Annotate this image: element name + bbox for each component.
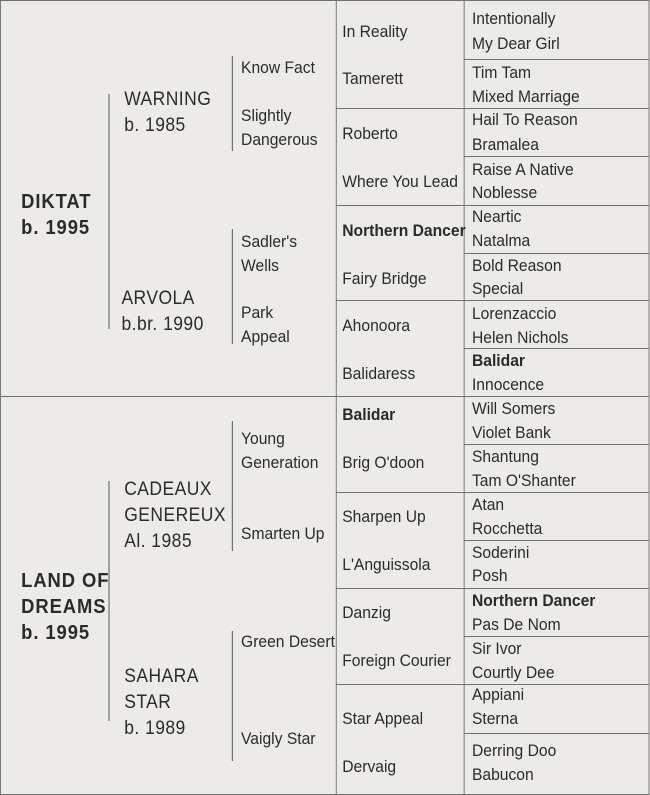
dam-dam-line2: STAR [124, 692, 172, 713]
gen5-name: Raise A Native [471, 160, 574, 179]
bracket-line [109, 481, 110, 721]
gen5-name: Appiani [471, 685, 525, 704]
gen4-name: Star Appeal [342, 709, 424, 728]
gen4-name: Northern Dancer [342, 221, 466, 240]
sire-dam-born: b.br. 1990 [121, 314, 204, 335]
gen3-sadlers-wells: Wells [241, 256, 279, 275]
gen5-name: Natalma [471, 231, 531, 250]
gen5-name: Neartic [471, 207, 522, 226]
gen5-divider [464, 733, 649, 734]
dam-name-line2: DREAMS [21, 596, 107, 618]
gen5-name: Special [471, 279, 524, 298]
sire-dam-name: ARVOLA [121, 288, 195, 309]
bracket-line [109, 94, 110, 329]
gen5-name: Posh [471, 566, 508, 585]
gen5-name: Hail To Reason [471, 110, 578, 129]
gen4-name: Where You Lead [342, 172, 458, 191]
gen5-name: Intentionally [471, 9, 556, 28]
gen5-name: Shantung [471, 447, 539, 466]
bracket-line [232, 631, 233, 761]
column-divider-gen4 [336, 1, 337, 794]
dam-dam-born: b. 1989 [124, 718, 186, 739]
gen5-name: Violet Bank [471, 423, 551, 442]
dam-born: b. 1995 [21, 622, 91, 644]
gen5-name: Lorenzaccio [471, 304, 557, 323]
gen5-name: Pas De Nom [471, 615, 561, 634]
bracket-line [232, 56, 233, 151]
gen5-name: Babucon [471, 765, 534, 784]
gen3-park-appeal: Park [241, 303, 274, 322]
gen3-young-generation: Young [241, 429, 285, 448]
sire-sire-born: b. 1985 [124, 115, 186, 136]
gen5-name: Northern Dancer [471, 591, 596, 610]
gen5-name: Derring Doo [471, 741, 557, 760]
gen3-slightly-dangerous: Slightly [241, 106, 292, 125]
gen4-name: In Reality [342, 22, 408, 41]
gen3-know-fact: Know Fact [241, 58, 315, 77]
gen4-name: Fairy Bridge [342, 269, 427, 288]
gen5-name: Mixed Marriage [471, 87, 580, 106]
sire-born: b. 1995 [21, 217, 91, 239]
gen4-name: Tamerett [342, 69, 404, 88]
gen4-name: Roberto [342, 124, 398, 143]
gen3-vaigly-star: Vaigly Star [241, 729, 316, 748]
gen5-name: Sir Ivor [471, 639, 522, 658]
gen4-name: Ahonoora [342, 316, 411, 335]
gen5-name: Rocchetta [471, 519, 543, 538]
dam-sire-line2: GENEREUX [124, 505, 226, 526]
gen4-name: L'Anguissola [342, 555, 431, 574]
gen5-name: Tim Tam [471, 63, 532, 82]
gen5-name: Helen Nichols [471, 328, 569, 347]
gen4-name: Danzig [342, 603, 391, 622]
gen3-slightly-dangerous: Dangerous [241, 130, 318, 149]
dam-sire-line1: CADEAUX [124, 479, 212, 500]
gen5-name: Bold Reason [471, 256, 562, 275]
gen5-name: Will Somers [471, 399, 556, 418]
dam-dam-line1: SAHARA [124, 666, 199, 687]
gen5-name: Bramalea [471, 135, 539, 154]
gen3-young-generation: Generation [241, 453, 319, 472]
gen4-name: Balidaress [342, 364, 416, 383]
gen4-name: Sharpen Up [342, 507, 426, 526]
bracket-line [232, 421, 233, 551]
sire-sire-name: WARNING [124, 89, 212, 110]
sire-name: DIKTAT [21, 191, 92, 213]
dam-name-line1: LAND OF [21, 570, 110, 592]
gen4-name: Foreign Courier [342, 651, 451, 670]
gen5-name: Atan [471, 495, 505, 514]
gen3-park-appeal: Appeal [241, 327, 290, 346]
gen5-name: Sterna [471, 709, 519, 728]
gen5-name: Courtly Dee [471, 663, 555, 682]
gen3-sadlers-wells: Sadler's [241, 232, 298, 251]
gen5-name: Innocence [471, 375, 545, 394]
gen5-name: Noblesse [471, 183, 538, 202]
dam-sire-born: Al. 1985 [124, 531, 193, 552]
column-divider-gen5 [464, 1, 465, 794]
gen4-name: Balidar [342, 405, 396, 424]
gen5-name: Soderini [471, 543, 530, 562]
gen5-name: Balidar [471, 351, 525, 370]
gen5-name: My Dear Girl [471, 34, 560, 53]
gen4-name: Dervaig [342, 757, 397, 776]
gen3-green-desert: Green Desert [241, 632, 335, 651]
gen4-name: Brig O'doon [342, 453, 425, 472]
gen3-smarten-up: Smarten Up [241, 524, 325, 543]
gen5-divider [464, 59, 649, 60]
bracket-line [232, 229, 233, 344]
gen5-name: Tam O'Shanter [471, 471, 576, 490]
